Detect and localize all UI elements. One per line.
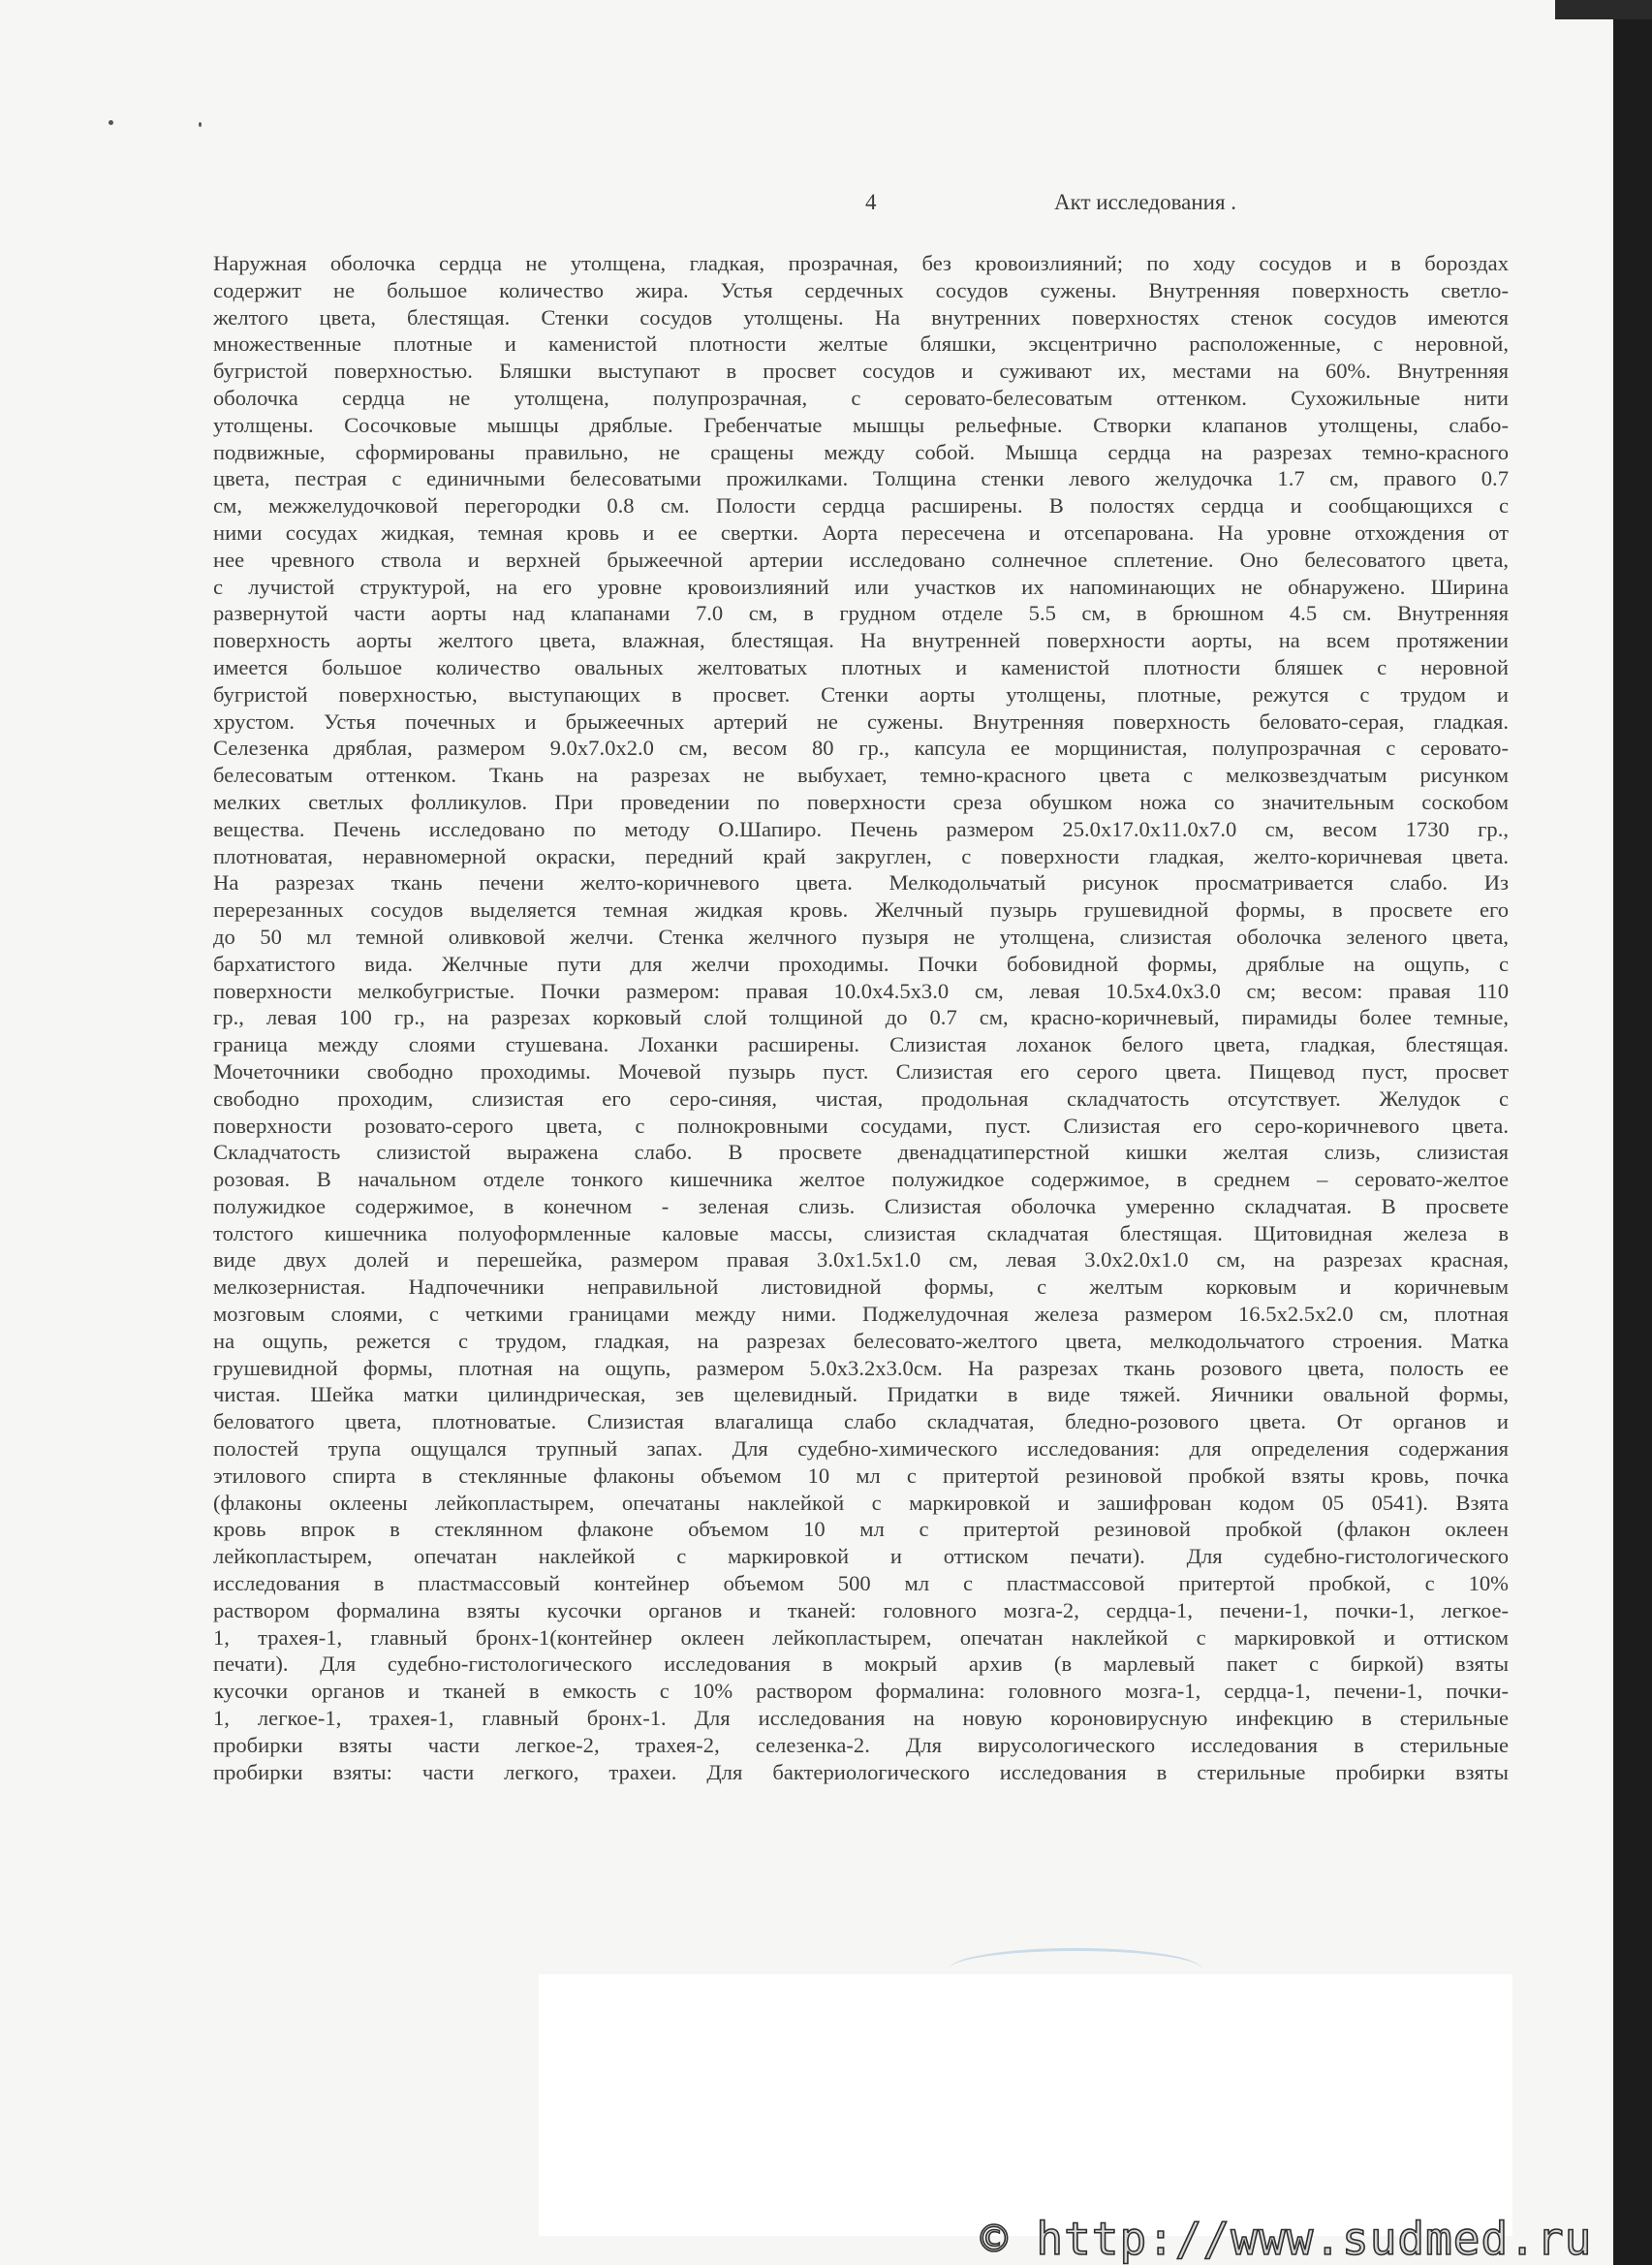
text-line: чистая. Шейка матки цилиндрическая, зев щелевидный. Придатки в виде тяжей. Яичники овальной формы, — [213, 1382, 1509, 1407]
text-line: поверхности розовато-серого цвета, с полнокровными сосудами, пуст. Слизистая его серо-коричневого цвета. — [213, 1113, 1509, 1138]
text-line: кусочки органов и тканей в емкость с 10% раствором формалина: головного мозга-1, сердца-1, печени-1, почки- — [213, 1679, 1509, 1704]
text-line: нее чревного ствола и верхней брыжеечной артерии исследовано солнечное сплетение. Оно белесоватого цвета, — [213, 547, 1509, 572]
text-line: 1, легкое-1, трахея-1, главный бронх-1. Для исследования на новую короновирусную инфекцию в стерильные — [213, 1706, 1509, 1731]
text-line: печати). Для судебно-гистологического исследования в мокрый архив (в марлевый пакет с биркой) взяты — [213, 1652, 1509, 1677]
text-line: хрустом. Устья почечных и брыжеечных артерий не сужены. Внутренняя поверхность беловато-серая, гладкая. — [213, 708, 1509, 734]
text-line: на ощупь, режется с трудом, гладкая, на разрезах белесовато-желтого цвета, мелкодольчатого строения. Матка — [213, 1328, 1509, 1353]
text-line: вещества. Печень исследовано по методу О.Шапиро. Печень размером 25.0х17.0х11.0х7.0 см, весом 1730 гр., — [213, 816, 1509, 841]
text-line: бугристой поверхностью, выступающих в просвет. Стенки аорты утолщены, плотные, режутся с трудом и — [213, 681, 1509, 707]
text-line: содержит не большое количество жира. Устья сердечных сосудов сужены. Внутренняя поверхность светло- — [213, 277, 1509, 302]
text-line: бугристой поверхностью. Бляшки выступают в просвет сосудов и суживают их, местами на 60%. Внутренняя — [213, 359, 1509, 384]
text-line: развернутой части аорты над клапанами 7.0 см, в грудном отделе 5.5 см, в брюшном 4.5 см. Внутренняя — [213, 601, 1509, 626]
text-line: полужидкое содержимое, в конечном - зеленая слизь. Слизистая оболочка умеренно складчатая. В просвете — [213, 1193, 1509, 1218]
body-text — [213, 250, 1509, 1785]
text-line: пробирки взяты: части легкого, трахеи. Для бактериологического исследования в стерильные пробирки взяты — [213, 1759, 1509, 1784]
text-line: множественные плотные и каменистой плотности желтые бляшки, эксцентрично расположенные, с неровной, — [213, 331, 1509, 357]
text-line: граница между слоями стушевана. Лоханки расширены. Слизистая лоханок белого цвета, гладкая, блестящая. — [213, 1032, 1509, 1057]
text-line: Складчатость слизистой выражена слабо. В просвете двенадцатиперстной кишки желтая слизь, слизистая — [213, 1140, 1509, 1165]
text-line: виде двух долей и перешейка, размером правая 3.0х1.5х1.0 см, левая 3.0х2.0х1.0 см, на разрезах красная, — [213, 1247, 1509, 1273]
text-line: На разрезах ткань печени желто-коричневого цвета. Мелкодольчатый рисунок просматривается слабо. Из — [213, 870, 1509, 896]
text-line: лейкопластырем, опечатан наклейкой с маркировкой и оттиском печати). Для судебно-гистологического — [213, 1544, 1509, 1569]
text-line: мелких светлых фолликулов. При проведении по поверхности среза обушком ножа со значительным соскобом — [213, 789, 1509, 814]
text-line: белесоватым оттенком. Ткань на разрезах не выбухает, темно-красного цвета с мелкозвездчатым рисунком — [213, 763, 1509, 788]
scan-speck — [199, 122, 202, 127]
page-number: 4 — [865, 190, 877, 214]
redacted-area — [539, 1974, 1512, 2236]
text-line: этилового спирта в стеклянные флаконы объемом 10 мл с притертой резиновой пробкой взяты кровь, почка — [213, 1463, 1509, 1488]
text-line: поверхности мелкобугристые. Почки размером: правая 10.0х4.5х3.0 см, левая 10.5х4.0х3.0 см; весом: правая 110 — [213, 978, 1509, 1003]
text-line: гр., левая 100 гр., на разрезах корковый слой толщиной до 0.7 см, красно-коричневый, пирамиды более темные, — [213, 1005, 1509, 1030]
document-title: Акт исследования . — [1054, 190, 1237, 214]
text-line: полостей трупа ощущался трупный запах. Для судебно-химического исследования: для определения содержания — [213, 1436, 1509, 1462]
text-line: цвета, пестрая с единичными белесоватыми прожилками. Толщина стенки левого желудочка 1.7 см, правого 0.7 — [213, 466, 1509, 491]
text-line: мозговым слоями, с четкими границами между ними. Поджелудочная железа размером 16.5х2.5х2.0 см, плотная — [213, 1302, 1509, 1327]
text-line: плотноватая, неравномерной окраски, передний край закруглен, с поверхности гладкая, желто-коричневая цвета. — [213, 843, 1509, 868]
text-line: Мочеточники свободно проходимы. Мочевой пузырь пуст. Слизистая его серого цвета. Пищевод пуст, просвет — [213, 1058, 1509, 1084]
watermark: © http://www.sudmed.ru — [981, 2213, 1593, 2265]
text-line: свободно проходим, слизистая его серо-синяя, чистая, продольная складчатость отсутствует. Желудок с — [213, 1085, 1509, 1111]
text-line: до 50 мл темной оливковой желчи. Стенка желчного пузыря не утолщена, слизистая оболочка зеленого цвета, — [213, 924, 1509, 949]
text-line: (флаконы оклеены лейкопластырем, опечатаны наклейкой с маркировкой и зашифрован кодом 05 0541). Взята — [213, 1490, 1509, 1515]
scanner-edge — [1613, 0, 1652, 2265]
text-line: поверхность аорты желтого цвета, влажная, блестящая. На внутренней поверхности аорты, на всем протяжении — [213, 628, 1509, 653]
text-line: бархатистого вида. Желчные пути для желчи проходимы. Почки бобовидной формы, дряблые на ощупь, с — [213, 951, 1509, 976]
text-line: ними сосудах жидкая, темная кровь и ее свертки. Аорта пересечена и отсепарована. На уровне отхождения от — [213, 519, 1509, 545]
text-line: 1, трахея-1, главный бронх-1(контейнер оклеен лейкопластырем, опечатан наклейкой с маркировкой и оттиском — [213, 1624, 1509, 1650]
text-line: мелкозернистая. Надпочечники неправильной листовидной формы, с желтым корковым и коричневым — [213, 1274, 1509, 1300]
text-line: грушевидной формы, плотная на ощупь, размером 5.0х3.2х3.0см. На разрезах ткань розового цвета, полость ее — [213, 1355, 1509, 1380]
text-line: беловатого цвета, плотноватые. Слизистая влагалища слабо складчатая, бледно-розового цвета. От органов и — [213, 1409, 1509, 1434]
text-line: желтого цвета, блестящая. Стенки сосудов утолщены. На внутренних поверхностях стенок сосудов имеются — [213, 304, 1509, 330]
text-line: перерезанных сосудов выделяется темная жидкая кровь. Желчный пузырь грушевидной формы, в просвете его — [213, 897, 1509, 923]
scanner-edge-top — [1555, 0, 1652, 19]
text-line: розовая. В начальном отделе тонкого кишечника желтое полужидкое содержимое, в среднем – серовато-желтое — [213, 1167, 1509, 1192]
page-header — [0, 190, 1613, 229]
text-line: Селезенка дряблая, размером 9.0х7.0х2.0 см, весом 80 гр., капсула ее морщинистая, полупрозрачная с серовато- — [213, 736, 1509, 761]
text-line: кровь впрок в стеклянном флаконе объемом 10 мл с притертой резиновой пробкой (флакон оклеен — [213, 1517, 1509, 1542]
text-line: раствором формалина взяты кусочки органов и тканей: головного мозга-2, сердца-1, печени-1, почки-1, легкое- — [213, 1597, 1509, 1622]
scan-speck — [109, 120, 113, 125]
text-line: см, межжелудочковой перегородки 0.8 см. Полости сердца расширены. В полостях сердца и сообщающихся с — [213, 493, 1509, 519]
text-line: подвижные, сформированы правильно, не сращены между собой. Мышца сердца на разрезах темно-красного — [213, 439, 1509, 464]
text-line: Наружная оболочка сердца не утолщена, гладкая, прозрачная, без кровоизлияний; по ходу сосудов и в бороздах — [213, 251, 1509, 275]
text-line: толстого кишечника полуоформленные каловые массы, слизистая складчатая блестящая. Щитовидная железа в — [213, 1220, 1509, 1245]
text-line: пробирки взяты части легкое-2, трахея-2, селезенка-2. Для вирусологического исследования в стерильные — [213, 1732, 1509, 1757]
text-line: имеется большое количество овальных желтоватых плотных и каменистой плотности бляшек с неровной — [213, 654, 1509, 679]
text-line: исследования в пластмассовый контейнер объемом 500 мл с пластмассовой притертой пробкой, с 10% — [213, 1571, 1509, 1596]
text-line: оболочка сердца не утолщена, полупрозрачная, с серовато-белесоватым оттенком. Сухожильные нити — [213, 385, 1509, 410]
text-line: с лучистой структурой, на его уровне кровоизлияний или участков их напоминающих не обнаружено. Ширина — [213, 574, 1509, 599]
text-line: утолщены. Сосочковые мышцы дряблые. Гребенчатые мышцы рельефные. Створки клапанов утолщены, слабо- — [213, 412, 1509, 437]
